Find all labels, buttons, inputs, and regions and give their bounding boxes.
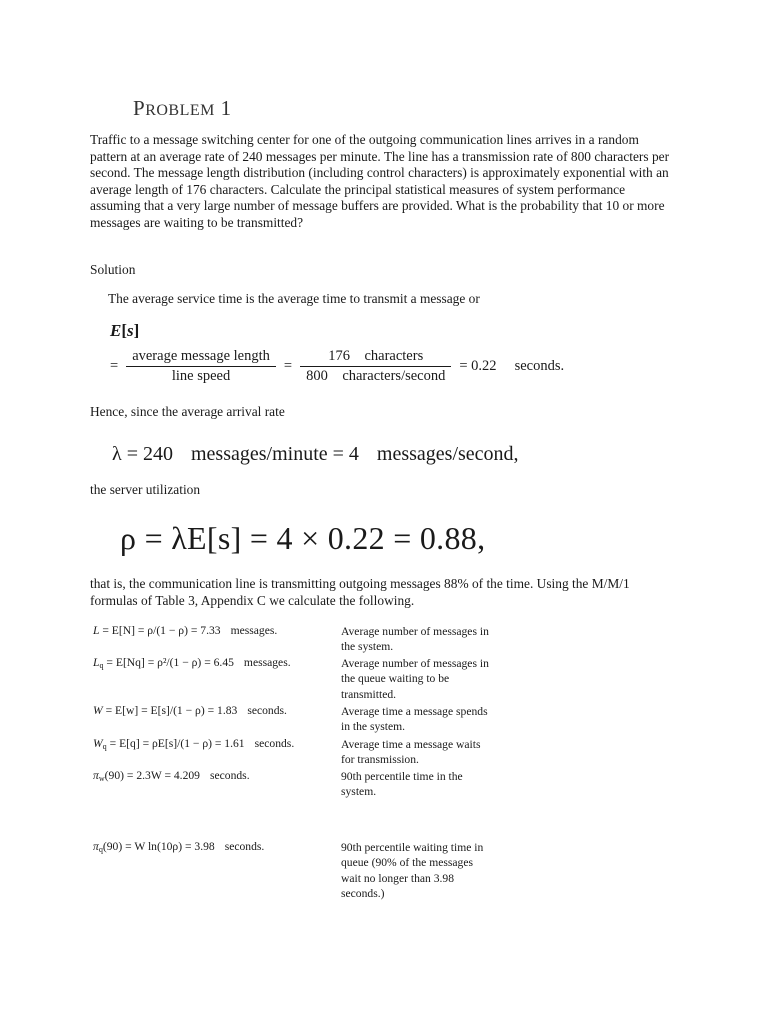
fraction2-numerator: 176 characters: [300, 348, 451, 367]
measure-formula: W = E[w] = E[s]/(1 − ρ) = 1.83 seconds.: [93, 704, 287, 717]
es-label-open: [: [121, 321, 128, 340]
title-rest: ROBLEM: [145, 102, 215, 119]
es-label-close: ]: [133, 321, 140, 340]
problem-statement: Traffic to a message switching center for one of the outgoing communication lines arrives in a random pattern at an average rate of 240 messages per minute. The line has a transmission rate of 800 characters per second. The message length distribution (including control characters) is approximately exponential with an average length of 176 characters. Calculate the principal statistical measures of system performance assuming that a very large number of message buffers are provided. What is the probability that 10 or more messages are waiting to be transmitted?: [90, 132, 670, 230]
measure-formula: L = E[N] = ρ/(1 − ρ) = 7.33 messages.: [93, 624, 278, 637]
formula-equals-1: =: [110, 358, 119, 374]
title-number: 1: [220, 96, 232, 120]
measure-description: 90th percentile waiting time in queue (90% of the messages wait no longer than 3.98 seconds.): [341, 841, 484, 901]
es-label-s: s: [127, 321, 134, 340]
rho-equation: ρ = λE[s] = 4 × 0.22 = 0.88,: [120, 520, 486, 556]
lambda-mid: messages/minute = 4: [190, 443, 359, 465]
measure-formula: $\pi_q(90) = W$ ln(10ρ) = 3.98 seconds.: [93, 840, 265, 854]
fraction1-numerator: average message length: [126, 348, 276, 367]
solution-heading: Solution: [90, 262, 136, 277]
fraction2-denominator: 800 characters/second: [306, 368, 446, 384]
measure-description: Average number of messages in the queue waiting to be transmitted.: [341, 657, 489, 701]
measure-description: Average time a message spends in the system.: [341, 705, 488, 734]
arrival-sentence: Hence, since the average arrival rate: [90, 404, 285, 419]
measure-description: Average time a message waits for transmission.: [341, 738, 481, 767]
fraction-chars-over-rate: [300, 348, 451, 385]
formula-unit: seconds.: [514, 358, 565, 374]
measure-value: = E[N] = ρ/(1 − ρ) = 7.33: [102, 624, 221, 637]
formula-equals-2: =: [283, 358, 293, 374]
measure-formula: $W_q = E[q] = \rho E[s]/(1 - \rho) = 1.61$ seconds.: [93, 737, 295, 751]
measure-description: 90th percentile time in the system.: [341, 770, 463, 799]
title-first-letter: P: [133, 96, 146, 120]
fraction-length-over-speed: [126, 348, 276, 385]
measure-description: Average number of messages in the system.: [341, 625, 489, 654]
measure-value: = E[q] = ρE[s]/(1 − ρ) = 1.61: [109, 737, 245, 750]
measure-unit: messages.: [230, 624, 278, 637]
conclusion-text: that is, the communication line is transmitting outgoing messages 88% of the time. Using the M/M/1 formulas of Table 3, Appendix C we calculate the following.: [90, 576, 630, 608]
service-time-formula: [110, 348, 564, 385]
utilization-sentence: the server utilization: [90, 482, 201, 497]
es-label: [110, 321, 139, 341]
measure-value: (90) = W ln(10ρ) = 3.98: [102, 840, 215, 853]
measure-formula: $L_q = E[Nq] = \rho^2/(1 - \rho) = 6.45$ messages.: [93, 656, 291, 670]
measure-unit: messages.: [243, 656, 291, 669]
es-label-e: E: [110, 321, 122, 340]
measure-value: = E[w] = E[s]/(1 − ρ) = 1.83: [105, 704, 238, 717]
problem-title: [133, 96, 232, 121]
lambda-rhs: messages/second,: [376, 443, 519, 465]
formula-result: = 0.22: [459, 358, 497, 374]
measure-formula: $\pi_w(90) = 2.3W = 4.209$ seconds.: [93, 769, 250, 783]
lambda-equation: [112, 443, 519, 466]
measure-unit: seconds.: [209, 769, 250, 782]
measure-value: = E[Nq] = ρ²/(1 − ρ) = 6.45: [106, 656, 234, 669]
measure-value: (90) = 2.3W = 4.209: [104, 769, 200, 782]
fraction1-denominator: line speed: [171, 368, 231, 384]
measure-unit: seconds.: [224, 840, 265, 853]
measure-unit: seconds.: [247, 704, 287, 717]
lambda-lhs: λ = 240: [112, 443, 173, 465]
intro-sentence: The average service time is the average time to transmit a message or: [108, 291, 480, 306]
measure-unit: seconds.: [254, 737, 295, 750]
